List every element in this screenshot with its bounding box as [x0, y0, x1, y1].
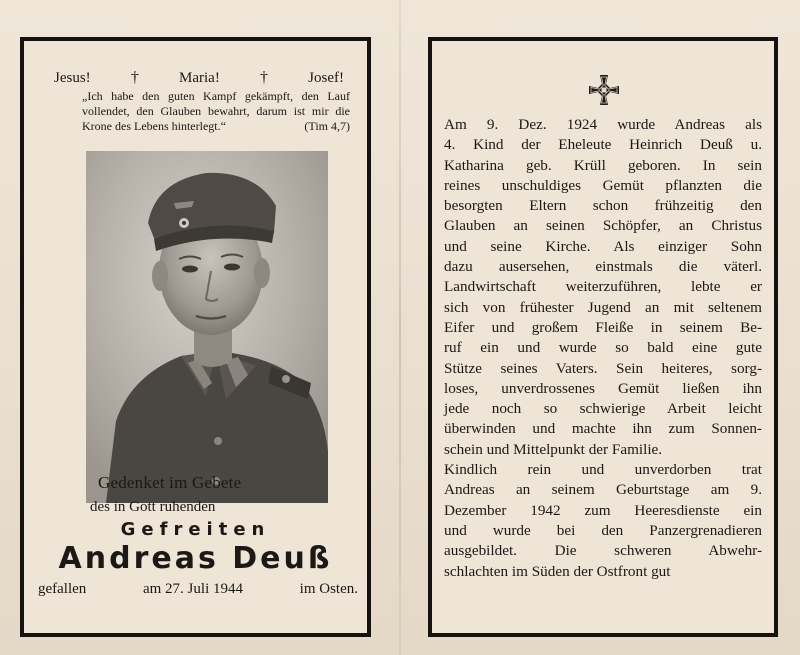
biography-line: loses, unverdrossenes Gemüt ließen ihn [444, 379, 762, 397]
biography-line: Katharina geb. Krüll geboren. In sein [444, 156, 762, 174]
rank-title: Gefreiten [120, 519, 271, 540]
biography-line: 4. Kind der Eheleute Heinrich Deuß u. [444, 136, 762, 154]
death-notice-part-2: am 27. Juli 1944 [142, 581, 243, 597]
biography-line: sich von frühester Jugend an mit seltenem [444, 298, 762, 316]
biography-line: Andreas an seinem Geburtstage am 9. [444, 481, 762, 499]
biography-line: überwinden und machte ihn zum Sonnen- [444, 420, 762, 438]
death-notice-part-1: gefallen [38, 581, 87, 597]
biography-line: und seine Kirche. Als einziger Sohn [444, 237, 762, 255]
biography-line: ruf ein und wurde so bald eine gute [444, 339, 762, 357]
iron-cross-icon [587, 73, 621, 107]
header-jesus: Jesus! [54, 69, 91, 86]
soldier-portrait [86, 151, 328, 503]
biography-line: Glauben an seinen Schöpfer, an Christus [444, 217, 762, 235]
cross-icon: † [260, 69, 268, 86]
biography-line: jede noch so schwierige Arbeit leicht [444, 400, 762, 418]
portrait-image [86, 151, 328, 503]
holy-family-header [54, 69, 344, 87]
biography-line: schlachten im Süden der Ostfront gut [444, 562, 671, 580]
verse-reference: (Tim 4,7) [304, 119, 350, 133]
card-fold [399, 0, 401, 655]
commemorate-line-1: Gedenket im Gebete [98, 473, 242, 492]
biography-line: Dezember 1942 zum Heeresdienste ein [444, 501, 762, 519]
biography-line: reines unschuldiges Gemüt pflanzten die [444, 176, 762, 194]
verse-text: „Ich habe den guten Kampf gekämpft, den Lauf vollendet, den Glauben bewahrt, darum ist mir die Krone des Lebens hinterlegt.“ [82, 89, 350, 133]
biography-line: Am 9. Dez. 1924 wurde Andreas als [444, 116, 762, 133]
left-card-panel [20, 37, 371, 637]
death-notice [38, 581, 358, 598]
biography-line: Landwirtschaft weiterzuführen, lebte er [444, 278, 762, 296]
right-card-panel [428, 37, 778, 637]
biography-line: Stütze seines Vaters. Sein heiteres, sorg- [444, 359, 762, 377]
commemorate-line-2: des in Gott ruhenden [90, 499, 216, 515]
biography-line: und wurde bei den Panzergrenadieren [444, 521, 762, 539]
death-notice-part-3: im Osten. [299, 581, 358, 597]
bible-verse [82, 89, 350, 134]
header-josef: Josef! [308, 69, 344, 86]
header-maria: Maria! [179, 69, 220, 86]
biography-line: Kindlich rein und unverdorben trat [444, 461, 762, 479]
biography-line: Eifer und großem Fleiße in seinem Be- [444, 318, 762, 336]
biography-line: ausgebildet. Die schweren Abwehr- [444, 542, 762, 560]
biography-line: besorgten Eltern schon frühzeitig den [444, 197, 762, 215]
biography-line: dazu ausersehen, einstmals die väterl. [444, 258, 762, 276]
cross-icon: † [130, 69, 139, 86]
biography-line: schein und Mittelpunkt der Familie. [444, 440, 663, 458]
biography-text [444, 115, 762, 582]
deceased-name: Andreas Deuß [58, 541, 333, 576]
